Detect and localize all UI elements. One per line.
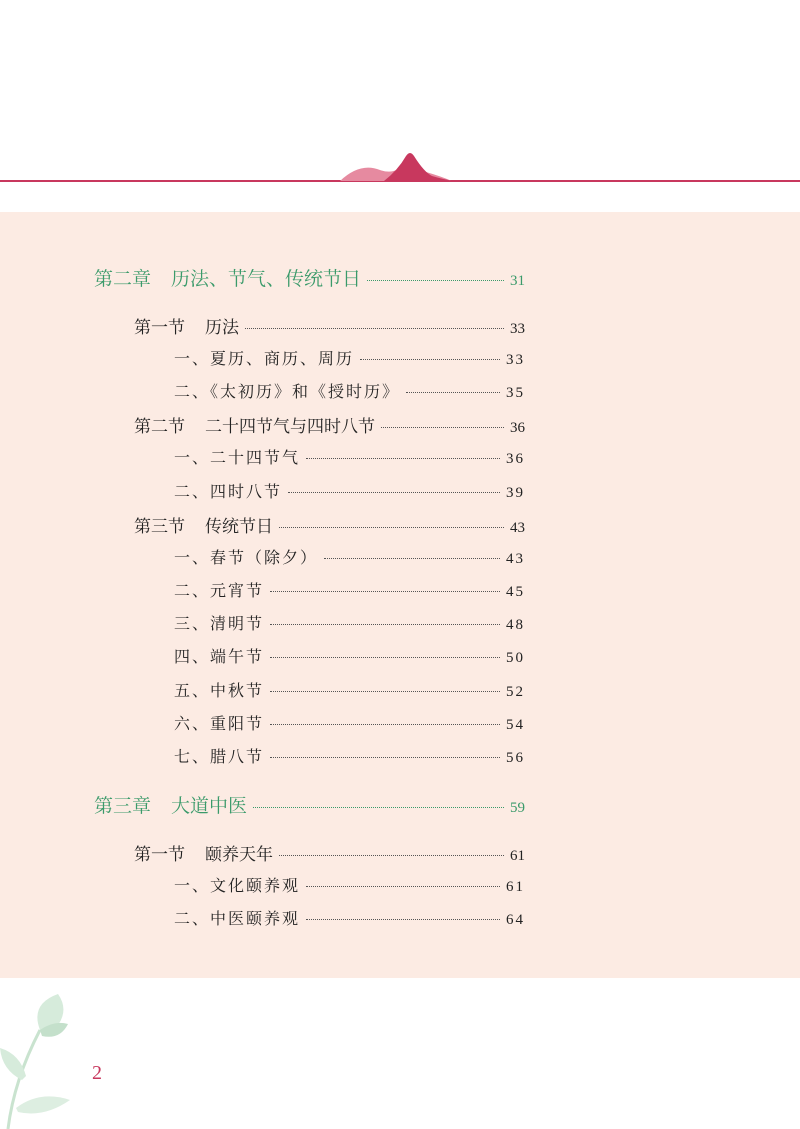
page-ref: 50 bbox=[506, 650, 525, 666]
page-ref: 64 bbox=[506, 912, 525, 928]
page-ref: 61 bbox=[506, 879, 525, 895]
toc-panel bbox=[0, 212, 800, 978]
page-ref: 56 bbox=[506, 750, 525, 766]
toc-item[interactable] bbox=[174, 379, 525, 402]
dot-leader bbox=[279, 855, 504, 856]
dot-leader bbox=[270, 657, 500, 658]
section-title: 传统节日 bbox=[205, 517, 273, 537]
toc-item[interactable] bbox=[174, 545, 525, 568]
dot-leader bbox=[270, 624, 500, 625]
item-title: 五、中秋节 bbox=[174, 681, 265, 700]
page-ref: 59 bbox=[510, 800, 525, 816]
dot-leader bbox=[245, 328, 504, 329]
dot-leader bbox=[367, 280, 504, 281]
dot-leader bbox=[270, 591, 500, 592]
table-of-contents bbox=[0, 212, 800, 978]
chapter-number: 第二章 bbox=[94, 268, 152, 290]
toc-item[interactable] bbox=[174, 479, 525, 502]
dot-leader bbox=[360, 359, 500, 360]
page-ref: 33 bbox=[506, 352, 525, 368]
page-ref: 43 bbox=[506, 551, 525, 567]
page-ref: 45 bbox=[506, 584, 525, 600]
dot-leader bbox=[306, 919, 500, 920]
item-title: 六、重阳节 bbox=[174, 714, 265, 733]
section-number: 第二节 bbox=[134, 417, 185, 437]
section-title: 历法 bbox=[205, 318, 239, 338]
toc-item[interactable] bbox=[174, 578, 525, 601]
dot-leader bbox=[381, 427, 504, 428]
leaf-decoration bbox=[0, 990, 90, 1129]
toc-item[interactable] bbox=[174, 346, 525, 369]
page-ref: 48 bbox=[506, 617, 525, 633]
page-ref: 36 bbox=[510, 420, 525, 436]
toc-item[interactable] bbox=[174, 678, 525, 701]
page-ref: 35 bbox=[506, 385, 525, 401]
section-number: 第三节 bbox=[134, 517, 185, 537]
toc-item[interactable] bbox=[174, 711, 525, 734]
item-title: 四、端午节 bbox=[174, 647, 265, 666]
dot-leader bbox=[279, 527, 504, 528]
toc-item[interactable] bbox=[174, 744, 525, 767]
item-title: 二、元宵节 bbox=[174, 581, 265, 600]
section-title: 二十四节气与四时八节 bbox=[205, 417, 375, 437]
item-title: 二、《太初历》和《授时历》 bbox=[174, 382, 401, 401]
page-ref: 52 bbox=[506, 684, 525, 700]
page-ref: 43 bbox=[510, 520, 525, 536]
page-ref: 61 bbox=[510, 848, 525, 864]
chapter-title: 历法、节气、传统节日 bbox=[171, 268, 362, 290]
toc-item[interactable] bbox=[174, 906, 525, 929]
page-ref: 33 bbox=[510, 321, 525, 337]
section-number: 第一节 bbox=[134, 318, 185, 338]
item-title: 二、中医颐养观 bbox=[174, 909, 301, 928]
page-ref: 39 bbox=[506, 485, 525, 501]
toc-section[interactable] bbox=[134, 512, 525, 537]
page-number: 2 bbox=[92, 1062, 102, 1084]
page-ref: 54 bbox=[506, 717, 525, 733]
section-number: 第一节 bbox=[134, 845, 185, 865]
toc-item[interactable] bbox=[174, 873, 525, 896]
item-title: 一、文化颐养观 bbox=[174, 876, 301, 895]
toc-section[interactable] bbox=[134, 840, 525, 865]
toc-section[interactable] bbox=[134, 412, 525, 437]
dot-leader bbox=[253, 807, 504, 808]
item-title: 一、春节（除夕） bbox=[174, 548, 319, 567]
dot-leader bbox=[306, 458, 500, 459]
item-title: 一、二十四节气 bbox=[174, 448, 301, 467]
item-title: 三、清明节 bbox=[174, 614, 265, 633]
toc-section[interactable] bbox=[134, 313, 525, 338]
item-title: 一、夏历、商历、周历 bbox=[174, 349, 355, 368]
toc-chapter-2[interactable] bbox=[94, 264, 525, 291]
item-title: 七、腊八节 bbox=[174, 747, 265, 766]
dot-leader bbox=[270, 724, 500, 725]
dot-leader bbox=[270, 757, 500, 758]
toc-chapter-3[interactable] bbox=[94, 791, 525, 818]
dot-leader bbox=[288, 492, 500, 493]
dot-leader bbox=[406, 392, 500, 393]
mountain-decoration bbox=[340, 150, 460, 184]
page-ref: 31 bbox=[510, 273, 525, 289]
toc-item[interactable] bbox=[174, 445, 525, 468]
page-ref: 36 bbox=[506, 451, 525, 467]
dot-leader bbox=[270, 691, 500, 692]
dot-leader bbox=[324, 558, 500, 559]
dot-leader bbox=[306, 886, 500, 887]
toc-item[interactable] bbox=[174, 644, 525, 667]
item-title: 二、四时八节 bbox=[174, 482, 283, 501]
chapter-number: 第三章 bbox=[94, 795, 152, 817]
section-title: 颐养天年 bbox=[205, 845, 273, 865]
toc-item[interactable] bbox=[174, 611, 525, 634]
chapter-title: 大道中医 bbox=[171, 795, 248, 817]
